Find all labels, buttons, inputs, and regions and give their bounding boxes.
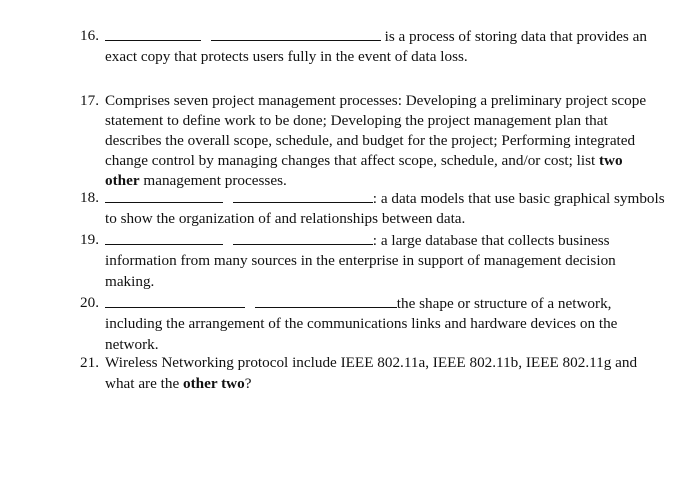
emphasis-text: two	[599, 152, 623, 169]
answer-blank[interactable]	[105, 188, 223, 203]
question-text-line: what are the	[105, 375, 184, 392]
question-text-line: change control by managing changes that affect scope, schedule, and/or cost; list	[105, 152, 599, 169]
question-text-line: network.	[105, 336, 159, 353]
question-number: 20.	[80, 294, 99, 311]
emphasis-text: other two	[183, 375, 245, 392]
question-text-line: : a data models that use basic graphical symbols	[372, 190, 665, 207]
question-text-line: to show the organization of and relationships between data.	[105, 210, 466, 227]
question-text-line: exact copy that protects users fully in the event of data loss.	[105, 48, 468, 65]
answer-blank[interactable]	[233, 188, 373, 203]
question-text-line: management processes.	[143, 172, 287, 189]
question-text-line: Comprises seven project management processes: Developing a preliminary project scope	[105, 92, 647, 109]
question-text-line: ?	[244, 375, 252, 392]
question-number: 21.	[80, 354, 99, 371]
question-text-line: describes the overall scope, schedule, and budget for the project; Performing integrated	[105, 132, 636, 149]
answer-blank[interactable]	[255, 293, 397, 308]
answer-blank[interactable]	[105, 230, 223, 245]
emphasis-text: other	[105, 172, 140, 189]
question-text-line: the shape or structure of a network,	[396, 295, 612, 312]
answer-blank[interactable]	[105, 26, 201, 41]
question-number: 19.	[80, 231, 99, 248]
question-number: 17.	[80, 92, 99, 109]
answer-blank[interactable]	[233, 230, 373, 245]
question-text-line: is a process of storing data that provides an	[380, 28, 647, 45]
question-text-line: statement to define work to be done; Developing the project management plan that	[105, 112, 608, 129]
answer-blank[interactable]	[211, 26, 381, 41]
question-text-line: information from many sources in the enterprise in support of management decision	[105, 252, 616, 269]
question-text-line: : a large database that collects business	[372, 232, 610, 249]
question-text-line: making.	[105, 273, 155, 290]
question-text-line: Wireless Networking protocol include IEEE 802.11a, IEEE 802.11b, IEEE 802.11g and	[105, 354, 638, 371]
question-number: 18.	[80, 189, 99, 206]
answer-blank[interactable]	[105, 293, 245, 308]
question-number: 16.	[80, 27, 99, 44]
question-text-line: including the arrangement of the communications links and hardware devices on the	[105, 315, 618, 332]
